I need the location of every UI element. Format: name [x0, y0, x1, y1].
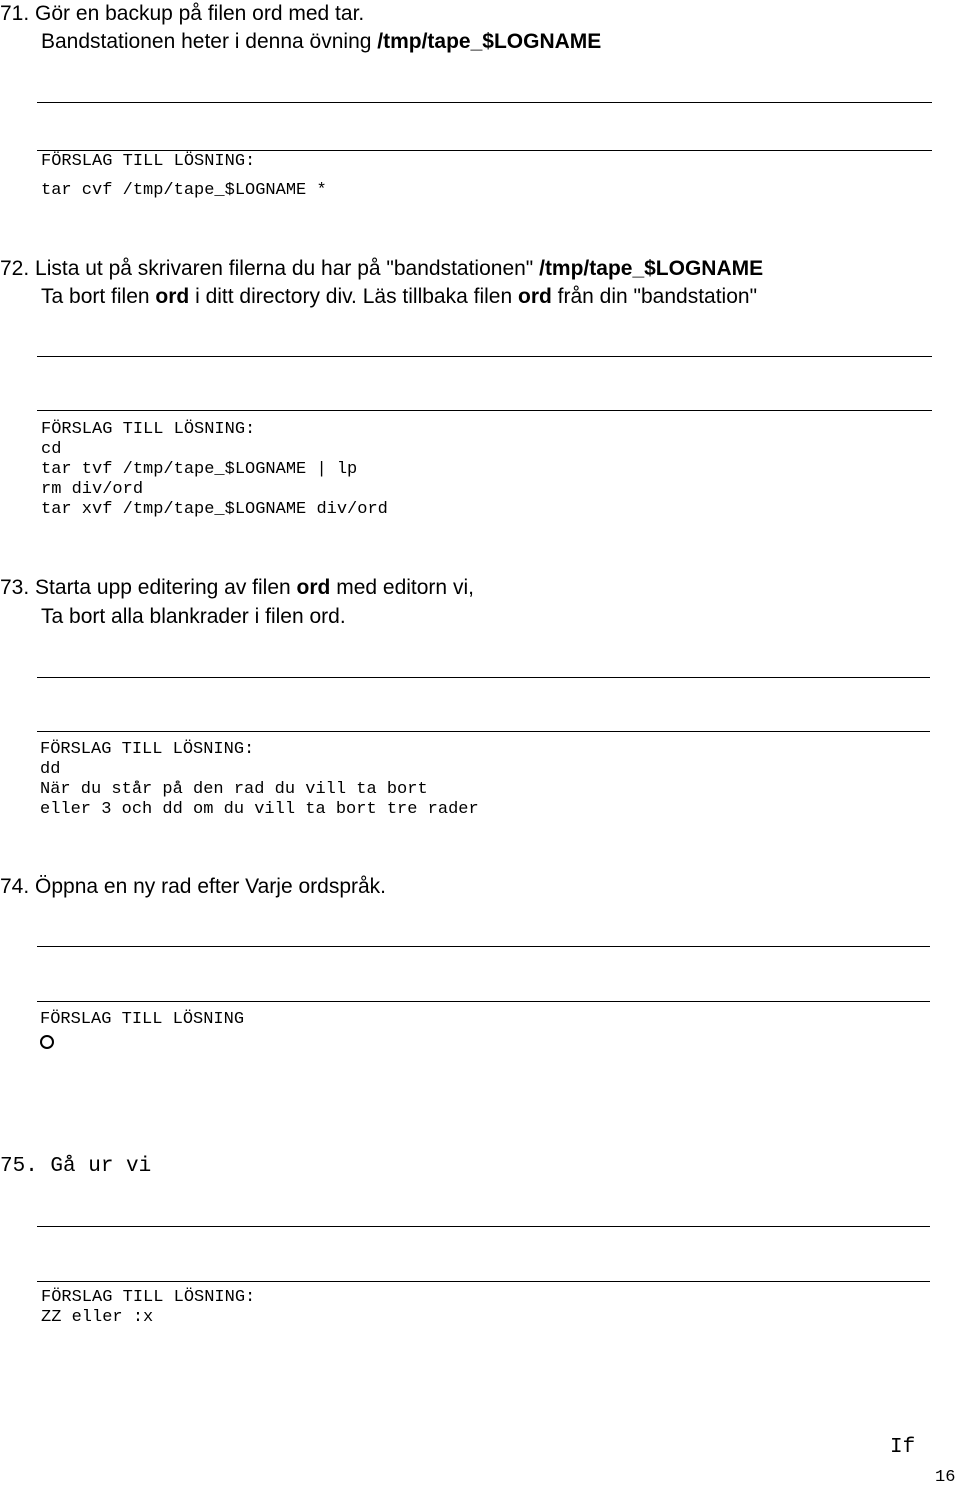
answer-line [37, 1226, 930, 1227]
exercise-number: 72. [0, 257, 30, 280]
bold-filename: ord [155, 285, 190, 308]
exercise-number: 75. [0, 1155, 38, 1178]
exercise-71-line1 [0, 0, 364, 28]
answer-line [37, 150, 932, 151]
exercise-text: från din "bandstation" [551, 285, 758, 308]
solution-code-line: ZZ eller :x [41, 1308, 154, 1327]
answer-line [37, 1281, 930, 1282]
exercise-73-line1 [0, 574, 474, 602]
answer-line [37, 410, 932, 411]
bold-filename: ord [296, 576, 331, 599]
answer-line [37, 677, 930, 678]
answer-line [37, 356, 932, 357]
solution-code-line: När du står på den rad du vill ta bort [40, 780, 428, 799]
solution-label: FÖRSLAG TILL LÖSNING: [41, 1288, 256, 1307]
solution-label: FÖRSLAG TILL LÖSNING: [41, 420, 256, 439]
answer-line [37, 731, 930, 732]
footer-mark: If [890, 1436, 916, 1459]
exercise-number: 73. [0, 576, 30, 599]
exercise-75 [0, 1154, 151, 1180]
exercise-72-line1 [0, 255, 763, 283]
solution-code-line: tar xvf /tmp/tape_$LOGNAME div/ord [41, 500, 388, 519]
solution-code-line: eller 3 och dd om du vill ta bort tre rader [40, 800, 479, 819]
solution-code-line: rm div/ord [41, 480, 144, 499]
exercise-71-line2 [41, 28, 601, 56]
solution-code-line: dd [40, 760, 61, 779]
exercise-text: Bandstationen heter i denna övning [41, 30, 378, 53]
exercise-74 [0, 873, 386, 901]
exercise-text: Öppna en ny rad efter Varje ordspråk. [35, 875, 387, 898]
exercise-text: Ta bort filen [41, 285, 156, 308]
exercise-text: i ditt directory div. Läs tillbaka filen [189, 285, 518, 308]
solution-code-line: tar cvf /tmp/tape_$LOGNAME * [41, 181, 327, 200]
solution-label: FÖRSLAG TILL LÖSNING [40, 1010, 245, 1029]
answer-line [37, 102, 932, 103]
bold-path: /tmp/tape_$LOGNAME [377, 30, 602, 53]
exercise-number: 74. [0, 875, 30, 898]
exercise-73-line2: Ta bort alla blankrader i filen ord. [41, 605, 346, 628]
page-number: 16 [935, 1468, 956, 1487]
solution-label: FÖRSLAG TILL LÖSNING: [40, 740, 255, 759]
solution-code-line: cd [41, 440, 62, 459]
exercise-text: med editorn vi, [330, 576, 474, 599]
exercise-text: Gå ur vi [50, 1155, 152, 1178]
exercise-72-line2 [41, 283, 757, 311]
solution-label: FÖRSLAG TILL LÖSNING: [41, 152, 256, 171]
vi-o-command-symbol [40, 1035, 54, 1049]
bold-filename: ord [518, 285, 552, 308]
solution-code-line: tar tvf /tmp/tape_$LOGNAME | lp [41, 460, 358, 479]
answer-line [37, 1001, 930, 1002]
bold-path: /tmp/tape_$LOGNAME [539, 257, 764, 280]
exercise-text: Starta upp editering av filen [35, 576, 297, 599]
exercise-text: Gör en backup på filen ord med tar. [35, 2, 365, 25]
exercise-text: Lista ut på skrivaren filerna du har på "bandstationen" [35, 257, 540, 280]
answer-line [37, 946, 930, 947]
exercise-number: 71. [0, 2, 30, 25]
